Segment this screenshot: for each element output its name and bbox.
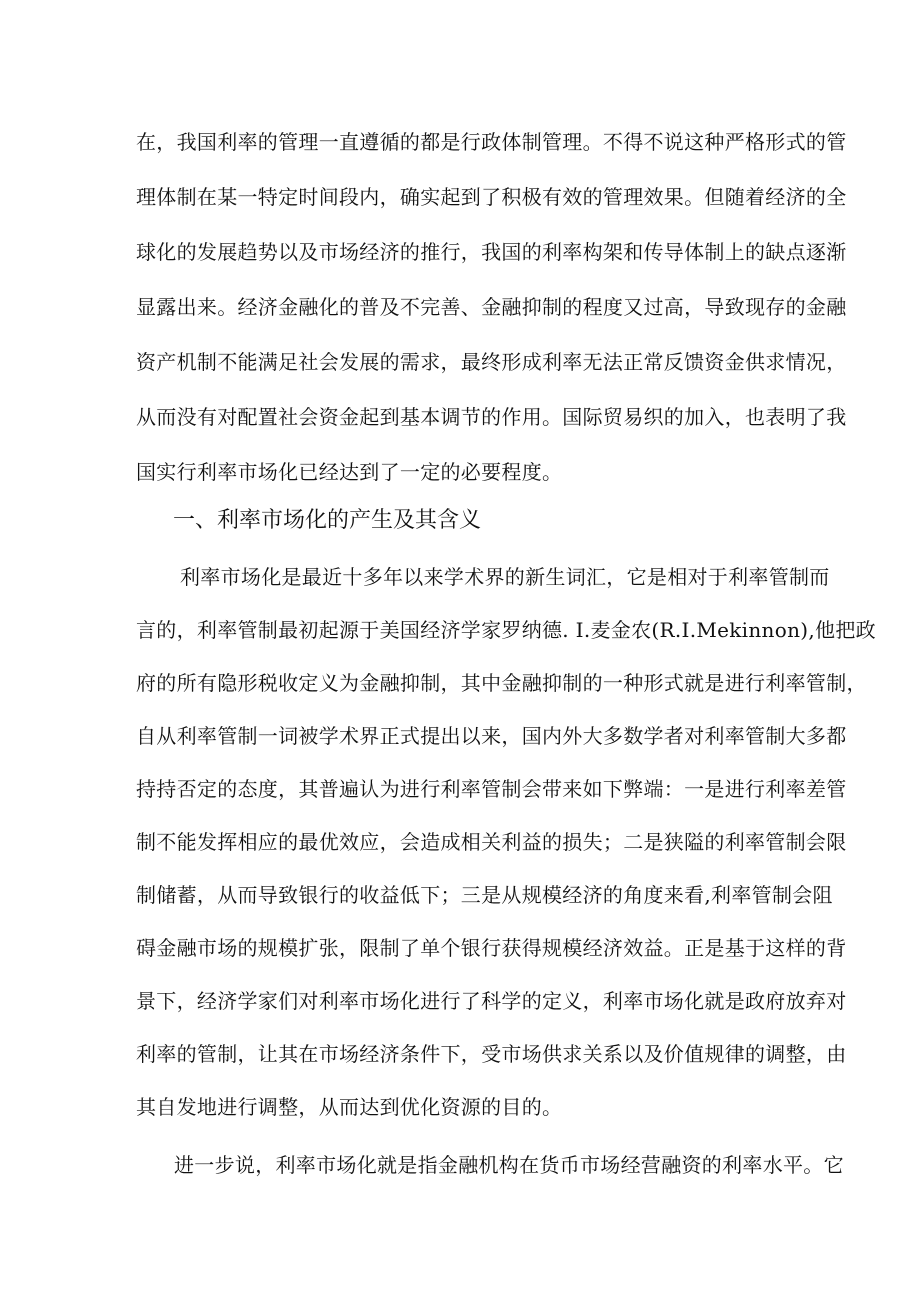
text-line: 资产机制不能满足社会发展的需求，最终形成利率无法正常反馈资金供求情况， bbox=[136, 350, 847, 374]
text-line: 景下，经济学家们对利率市场化进行了科学的定义，利率市场化就是政府放弃对 bbox=[136, 989, 847, 1013]
text-line: 利率的管制，让其在市场经济条件下，受市场供求关系以及价值规律的调整，由 bbox=[136, 1042, 847, 1066]
text-line: 国实行利率市场化已经达到了一定的必要程度。 bbox=[136, 460, 563, 484]
text-line: 府的所有隐形税收定义为金融抑制，其中金融抑制的一种形式就是进行利率管制， bbox=[136, 671, 867, 695]
text-line: 理体制在某一特定时间段内，确实起到了积极有效的管理效果。但随着经济的全 bbox=[136, 185, 847, 209]
text-line: 球化的发展趋势以及市场经济的推行，我国的利率构架和传导体制上的缺点逐渐 bbox=[136, 240, 847, 264]
text-line: 显露出来。经济金融化的普及不完善、金融抑制的程度又过高，导致现存的金融 bbox=[136, 295, 847, 319]
text-line: 进一步说，利率市场化就是指金融机构在货币市场经营融资的利率水平。它 bbox=[174, 1153, 844, 1177]
text-line: 在，我国利率的管理一直遵循的都是行政体制管理。不得不说这种严格形式的管 bbox=[136, 130, 847, 154]
text-line: 制不能发挥相应的最优效应，会造成相关利益的损失；二是狭隘的利率管制会限 bbox=[136, 830, 847, 854]
text-line: 持持否定的态度，其普遍认为进行利率管制会带来如下弊端：一是进行利率差管 bbox=[136, 777, 847, 801]
text-line: 言的，利率管制最初起源于美国经济学家罗纳德. I.麦金农(R.I.Mekinnon),他把政 bbox=[136, 618, 876, 642]
text-line: 制储蓄，从而导致银行的收益低下；三是从规模经济的角度来看,利率管制会阻 bbox=[136, 883, 833, 907]
section-heading: 一、利率市场化的产生及其含义 bbox=[173, 508, 482, 533]
text-line: 利率市场化是最近十多年以来学术界的新生词汇，它是相对于利率管制而 bbox=[180, 565, 830, 589]
text-line: 自从利率管制一词被学术界正式提出以来，国内外大多数学者对利率管制大多都 bbox=[136, 724, 847, 748]
text-line: 碍金融市场的规模扩张，限制了单个银行获得规模经济效益。正是基于这样的背 bbox=[136, 936, 847, 960]
text-line: 其自发地进行调整，从而达到优化资源的目的。 bbox=[136, 1095, 563, 1119]
text-line: 从而没有对配置社会资金起到基本调节的作用。国际贸易织的加入，也表明了我 bbox=[136, 405, 847, 429]
